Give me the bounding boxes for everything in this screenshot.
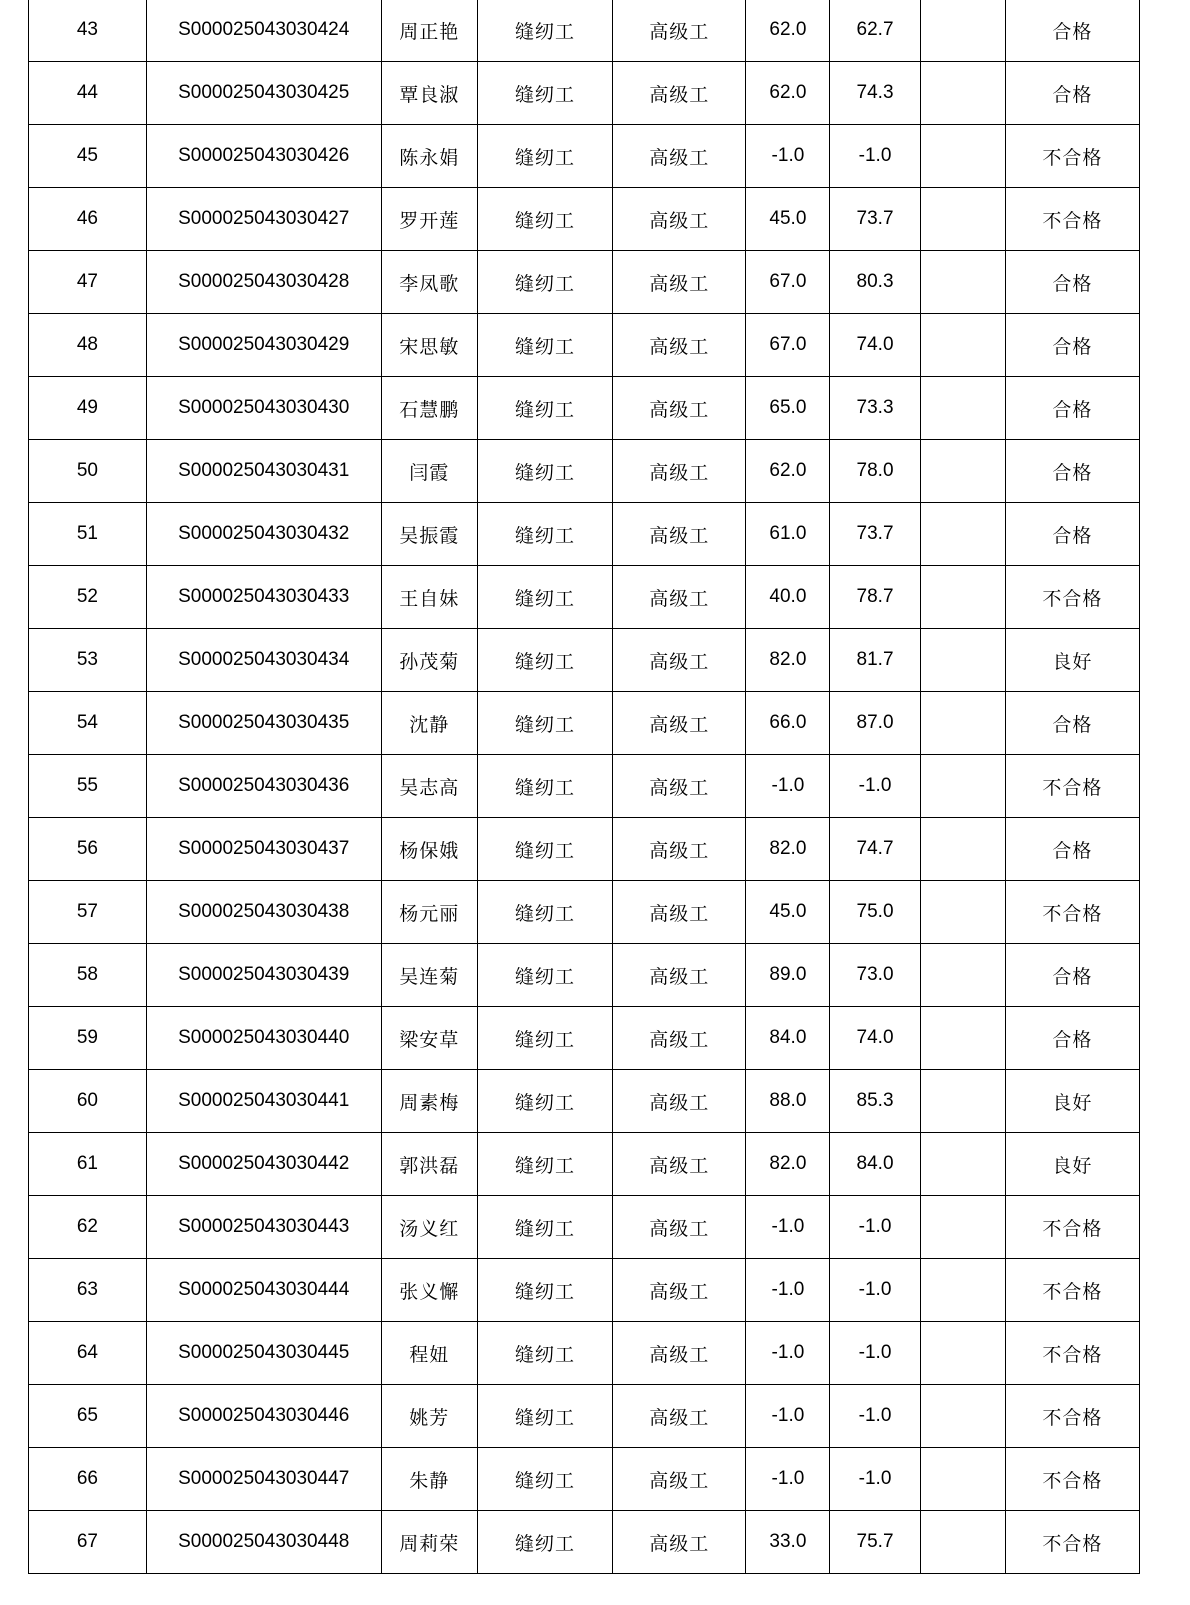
result-cell: 合格: [1005, 377, 1139, 440]
score-b-cell: 73.0: [830, 944, 920, 1007]
certificate-id-cell: S000025043030440: [146, 1007, 381, 1070]
certificate-id-cell: S000025043030448: [146, 1511, 381, 1574]
score-a-cell: -1.0: [746, 1385, 830, 1448]
certificate-id-cell: S000025043030428: [146, 251, 381, 314]
certificate-id-cell: S000025043030430: [146, 377, 381, 440]
level-cell: 高级工: [613, 692, 746, 755]
name-cell: 吴连菊: [381, 944, 477, 1007]
row-number-cell: 58: [29, 944, 147, 1007]
result-cell: 不合格: [1005, 1196, 1139, 1259]
level-cell: 高级工: [613, 314, 746, 377]
certificate-id-cell: S000025043030424: [146, 0, 381, 62]
score-a-cell: 82.0: [746, 1133, 830, 1196]
certificate-id-cell: S000025043030431: [146, 440, 381, 503]
name-cell: 朱静: [381, 1448, 477, 1511]
table-row: [29, 944, 1140, 1007]
row-number-cell: 66: [29, 1448, 147, 1511]
name-cell: 李凤歌: [381, 251, 477, 314]
score-a-cell: 33.0: [746, 1511, 830, 1574]
score-b-cell: -1.0: [830, 1196, 920, 1259]
score-b-cell: 81.7: [830, 629, 920, 692]
name-cell: 姚芳: [381, 1385, 477, 1448]
certificate-id-cell: S000025043030447: [146, 1448, 381, 1511]
table-row: [29, 1385, 1140, 1448]
empty-cell: [920, 818, 1005, 881]
result-cell: 合格: [1005, 1007, 1139, 1070]
certificate-id-cell: S000025043030439: [146, 944, 381, 1007]
row-number-cell: 49: [29, 377, 147, 440]
table-row: [29, 818, 1140, 881]
result-cell: 合格: [1005, 62, 1139, 125]
row-number-cell: 62: [29, 1196, 147, 1259]
result-cell: 不合格: [1005, 755, 1139, 818]
score-a-cell: 65.0: [746, 377, 830, 440]
result-cell: 合格: [1005, 944, 1139, 1007]
score-a-cell: -1.0: [746, 1448, 830, 1511]
result-cell: 合格: [1005, 503, 1139, 566]
table-row: [29, 1259, 1140, 1322]
certificate-id-cell: S000025043030434: [146, 629, 381, 692]
empty-cell: [920, 1385, 1005, 1448]
empty-cell: [920, 944, 1005, 1007]
occupation-cell: 缝纫工: [477, 0, 612, 62]
row-number-cell: 60: [29, 1070, 147, 1133]
table-body: [29, 0, 1140, 1574]
level-cell: 高级工: [613, 1070, 746, 1133]
score-a-cell: 62.0: [746, 0, 830, 62]
occupation-cell: 缝纫工: [477, 881, 612, 944]
empty-cell: [920, 1511, 1005, 1574]
empty-cell: [920, 1322, 1005, 1385]
score-a-cell: 62.0: [746, 440, 830, 503]
empty-cell: [920, 503, 1005, 566]
certificate-id-cell: S000025043030426: [146, 125, 381, 188]
row-number-cell: 48: [29, 314, 147, 377]
occupation-cell: 缝纫工: [477, 1070, 612, 1133]
certificate-id-cell: S000025043030446: [146, 1385, 381, 1448]
empty-cell: [920, 881, 1005, 944]
table-row: [29, 1511, 1140, 1574]
table-row: [29, 503, 1140, 566]
score-b-cell: 75.7: [830, 1511, 920, 1574]
occupation-cell: 缝纫工: [477, 1196, 612, 1259]
row-number-cell: 59: [29, 1007, 147, 1070]
score-b-cell: 78.7: [830, 566, 920, 629]
result-cell: 不合格: [1005, 1511, 1139, 1574]
score-a-cell: 88.0: [746, 1070, 830, 1133]
table-row: [29, 125, 1140, 188]
row-number-cell: 51: [29, 503, 147, 566]
occupation-cell: 缝纫工: [477, 377, 612, 440]
score-b-cell: 87.0: [830, 692, 920, 755]
occupation-cell: 缝纫工: [477, 1448, 612, 1511]
score-a-cell: -1.0: [746, 1322, 830, 1385]
occupation-cell: 缝纫工: [477, 1385, 612, 1448]
occupation-cell: 缝纫工: [477, 62, 612, 125]
score-b-cell: -1.0: [830, 125, 920, 188]
row-number-cell: 61: [29, 1133, 147, 1196]
score-a-cell: -1.0: [746, 1259, 830, 1322]
score-b-cell: 73.3: [830, 377, 920, 440]
score-b-cell: 84.0: [830, 1133, 920, 1196]
score-b-cell: -1.0: [830, 1322, 920, 1385]
table-row: [29, 755, 1140, 818]
level-cell: 高级工: [613, 188, 746, 251]
occupation-cell: 缝纫工: [477, 566, 612, 629]
score-b-cell: -1.0: [830, 1448, 920, 1511]
occupation-cell: 缝纫工: [477, 1322, 612, 1385]
result-cell: 不合格: [1005, 125, 1139, 188]
result-cell: 合格: [1005, 251, 1139, 314]
occupation-cell: 缝纫工: [477, 629, 612, 692]
empty-cell: [920, 440, 1005, 503]
empty-cell: [920, 251, 1005, 314]
score-a-cell: 84.0: [746, 1007, 830, 1070]
certificate-id-cell: S000025043030443: [146, 1196, 381, 1259]
level-cell: 高级工: [613, 629, 746, 692]
score-b-cell: 74.0: [830, 1007, 920, 1070]
result-cell: 不合格: [1005, 1385, 1139, 1448]
table-row: [29, 440, 1140, 503]
occupation-cell: 缝纫工: [477, 251, 612, 314]
table-row: [29, 188, 1140, 251]
score-a-cell: 62.0: [746, 62, 830, 125]
level-cell: 高级工: [613, 1511, 746, 1574]
score-a-cell: 82.0: [746, 629, 830, 692]
score-a-cell: 45.0: [746, 188, 830, 251]
empty-cell: [920, 188, 1005, 251]
level-cell: 高级工: [613, 1196, 746, 1259]
name-cell: 梁安草: [381, 1007, 477, 1070]
table-row: [29, 1133, 1140, 1196]
occupation-cell: 缝纫工: [477, 818, 612, 881]
result-cell: 合格: [1005, 440, 1139, 503]
row-number-cell: 47: [29, 251, 147, 314]
level-cell: 高级工: [613, 125, 746, 188]
name-cell: 周正艳: [381, 0, 477, 62]
table-row: [29, 377, 1140, 440]
score-a-cell: -1.0: [746, 1196, 830, 1259]
table-row: [29, 1196, 1140, 1259]
score-b-cell: 73.7: [830, 188, 920, 251]
name-cell: 王自妹: [381, 566, 477, 629]
level-cell: 高级工: [613, 944, 746, 1007]
score-b-cell: 74.7: [830, 818, 920, 881]
score-a-cell: 40.0: [746, 566, 830, 629]
certificate-id-cell: S000025043030442: [146, 1133, 381, 1196]
empty-cell: [920, 1070, 1005, 1133]
result-cell: 合格: [1005, 692, 1139, 755]
empty-cell: [920, 629, 1005, 692]
empty-cell: [920, 1007, 1005, 1070]
occupation-cell: 缝纫工: [477, 755, 612, 818]
row-number-cell: 53: [29, 629, 147, 692]
name-cell: 罗开莲: [381, 188, 477, 251]
row-number-cell: 56: [29, 818, 147, 881]
score-a-cell: -1.0: [746, 125, 830, 188]
level-cell: 高级工: [613, 1322, 746, 1385]
table-row: [29, 62, 1140, 125]
row-number-cell: 57: [29, 881, 147, 944]
empty-cell: [920, 1448, 1005, 1511]
score-b-cell: 85.3: [830, 1070, 920, 1133]
name-cell: 沈静: [381, 692, 477, 755]
level-cell: 高级工: [613, 1259, 746, 1322]
row-number-cell: 52: [29, 566, 147, 629]
table-row: [29, 566, 1140, 629]
level-cell: 高级工: [613, 1385, 746, 1448]
score-b-cell: 74.3: [830, 62, 920, 125]
name-cell: 郭洪磊: [381, 1133, 477, 1196]
score-a-cell: 89.0: [746, 944, 830, 1007]
result-cell: 不合格: [1005, 1448, 1139, 1511]
score-a-cell: -1.0: [746, 755, 830, 818]
results-table: [28, 0, 1140, 1574]
name-cell: 周素梅: [381, 1070, 477, 1133]
occupation-cell: 缝纫工: [477, 125, 612, 188]
table-row: [29, 0, 1140, 62]
level-cell: 高级工: [613, 251, 746, 314]
score-b-cell: -1.0: [830, 1385, 920, 1448]
certificate-id-cell: S000025043030425: [146, 62, 381, 125]
certificate-id-cell: S000025043030438: [146, 881, 381, 944]
level-cell: 高级工: [613, 1007, 746, 1070]
row-number-cell: 63: [29, 1259, 147, 1322]
empty-cell: [920, 0, 1005, 62]
table-row: [29, 629, 1140, 692]
name-cell: 吴志高: [381, 755, 477, 818]
row-number-cell: 45: [29, 125, 147, 188]
certificate-id-cell: S000025043030433: [146, 566, 381, 629]
row-number-cell: 46: [29, 188, 147, 251]
name-cell: 程妞: [381, 1322, 477, 1385]
certificate-id-cell: S000025043030441: [146, 1070, 381, 1133]
score-b-cell: 78.0: [830, 440, 920, 503]
empty-cell: [920, 62, 1005, 125]
table-row: [29, 314, 1140, 377]
certificate-id-cell: S000025043030444: [146, 1259, 381, 1322]
occupation-cell: 缝纫工: [477, 1007, 612, 1070]
row-number-cell: 50: [29, 440, 147, 503]
score-a-cell: 67.0: [746, 314, 830, 377]
score-b-cell: 75.0: [830, 881, 920, 944]
name-cell: 陈永娟: [381, 125, 477, 188]
occupation-cell: 缝纫工: [477, 440, 612, 503]
certificate-id-cell: S000025043030436: [146, 755, 381, 818]
occupation-cell: 缝纫工: [477, 503, 612, 566]
table-row: [29, 692, 1140, 755]
result-cell: 合格: [1005, 0, 1139, 62]
result-cell: 良好: [1005, 1133, 1139, 1196]
row-number-cell: 54: [29, 692, 147, 755]
level-cell: 高级工: [613, 566, 746, 629]
result-cell: 良好: [1005, 629, 1139, 692]
result-cell: 合格: [1005, 314, 1139, 377]
level-cell: 高级工: [613, 62, 746, 125]
row-number-cell: 67: [29, 1511, 147, 1574]
name-cell: 杨元丽: [381, 881, 477, 944]
empty-cell: [920, 566, 1005, 629]
name-cell: 石慧鹏: [381, 377, 477, 440]
occupation-cell: 缝纫工: [477, 1511, 612, 1574]
level-cell: 高级工: [613, 818, 746, 881]
occupation-cell: 缝纫工: [477, 188, 612, 251]
score-b-cell: 62.7: [830, 0, 920, 62]
score-b-cell: -1.0: [830, 1259, 920, 1322]
table-row: [29, 251, 1140, 314]
level-cell: 高级工: [613, 1448, 746, 1511]
empty-cell: [920, 314, 1005, 377]
table-row: [29, 1007, 1140, 1070]
certificate-id-cell: S000025043030432: [146, 503, 381, 566]
row-number-cell: 65: [29, 1385, 147, 1448]
result-cell: 不合格: [1005, 1259, 1139, 1322]
result-cell: 不合格: [1005, 881, 1139, 944]
name-cell: 周莉荣: [381, 1511, 477, 1574]
name-cell: 汤义红: [381, 1196, 477, 1259]
result-cell: 不合格: [1005, 1322, 1139, 1385]
level-cell: 高级工: [613, 1133, 746, 1196]
empty-cell: [920, 755, 1005, 818]
score-a-cell: 45.0: [746, 881, 830, 944]
certificate-id-cell: S000025043030445: [146, 1322, 381, 1385]
table-row: [29, 1322, 1140, 1385]
name-cell: 孙茂菊: [381, 629, 477, 692]
result-cell: 不合格: [1005, 566, 1139, 629]
result-cell: 合格: [1005, 818, 1139, 881]
score-a-cell: 66.0: [746, 692, 830, 755]
row-number-cell: 55: [29, 755, 147, 818]
occupation-cell: 缝纫工: [477, 692, 612, 755]
level-cell: 高级工: [613, 881, 746, 944]
occupation-cell: 缝纫工: [477, 1259, 612, 1322]
name-cell: 吴振霞: [381, 503, 477, 566]
score-a-cell: 67.0: [746, 251, 830, 314]
level-cell: 高级工: [613, 0, 746, 62]
table-row: [29, 1448, 1140, 1511]
name-cell: 杨保娥: [381, 818, 477, 881]
empty-cell: [920, 377, 1005, 440]
occupation-cell: 缝纫工: [477, 1133, 612, 1196]
level-cell: 高级工: [613, 377, 746, 440]
empty-cell: [920, 125, 1005, 188]
score-a-cell: 82.0: [746, 818, 830, 881]
name-cell: 闫霞: [381, 440, 477, 503]
result-cell: 良好: [1005, 1070, 1139, 1133]
certificate-id-cell: S000025043030429: [146, 314, 381, 377]
certificate-id-cell: S000025043030427: [146, 188, 381, 251]
certificate-id-cell: S000025043030437: [146, 818, 381, 881]
table-row: [29, 881, 1140, 944]
empty-cell: [920, 692, 1005, 755]
result-cell: 不合格: [1005, 188, 1139, 251]
score-b-cell: 73.7: [830, 503, 920, 566]
row-number-cell: 44: [29, 62, 147, 125]
empty-cell: [920, 1196, 1005, 1259]
name-cell: 覃良淑: [381, 62, 477, 125]
occupation-cell: 缝纫工: [477, 314, 612, 377]
score-a-cell: 61.0: [746, 503, 830, 566]
empty-cell: [920, 1259, 1005, 1322]
score-b-cell: -1.0: [830, 755, 920, 818]
certificate-id-cell: S000025043030435: [146, 692, 381, 755]
table-row: [29, 1070, 1140, 1133]
occupation-cell: 缝纫工: [477, 944, 612, 1007]
empty-cell: [920, 1133, 1005, 1196]
level-cell: 高级工: [613, 503, 746, 566]
row-number-cell: 43: [29, 0, 147, 62]
name-cell: 张义懈: [381, 1259, 477, 1322]
score-b-cell: 80.3: [830, 251, 920, 314]
name-cell: 宋思敏: [381, 314, 477, 377]
level-cell: 高级工: [613, 755, 746, 818]
score-b-cell: 74.0: [830, 314, 920, 377]
level-cell: 高级工: [613, 440, 746, 503]
row-number-cell: 64: [29, 1322, 147, 1385]
